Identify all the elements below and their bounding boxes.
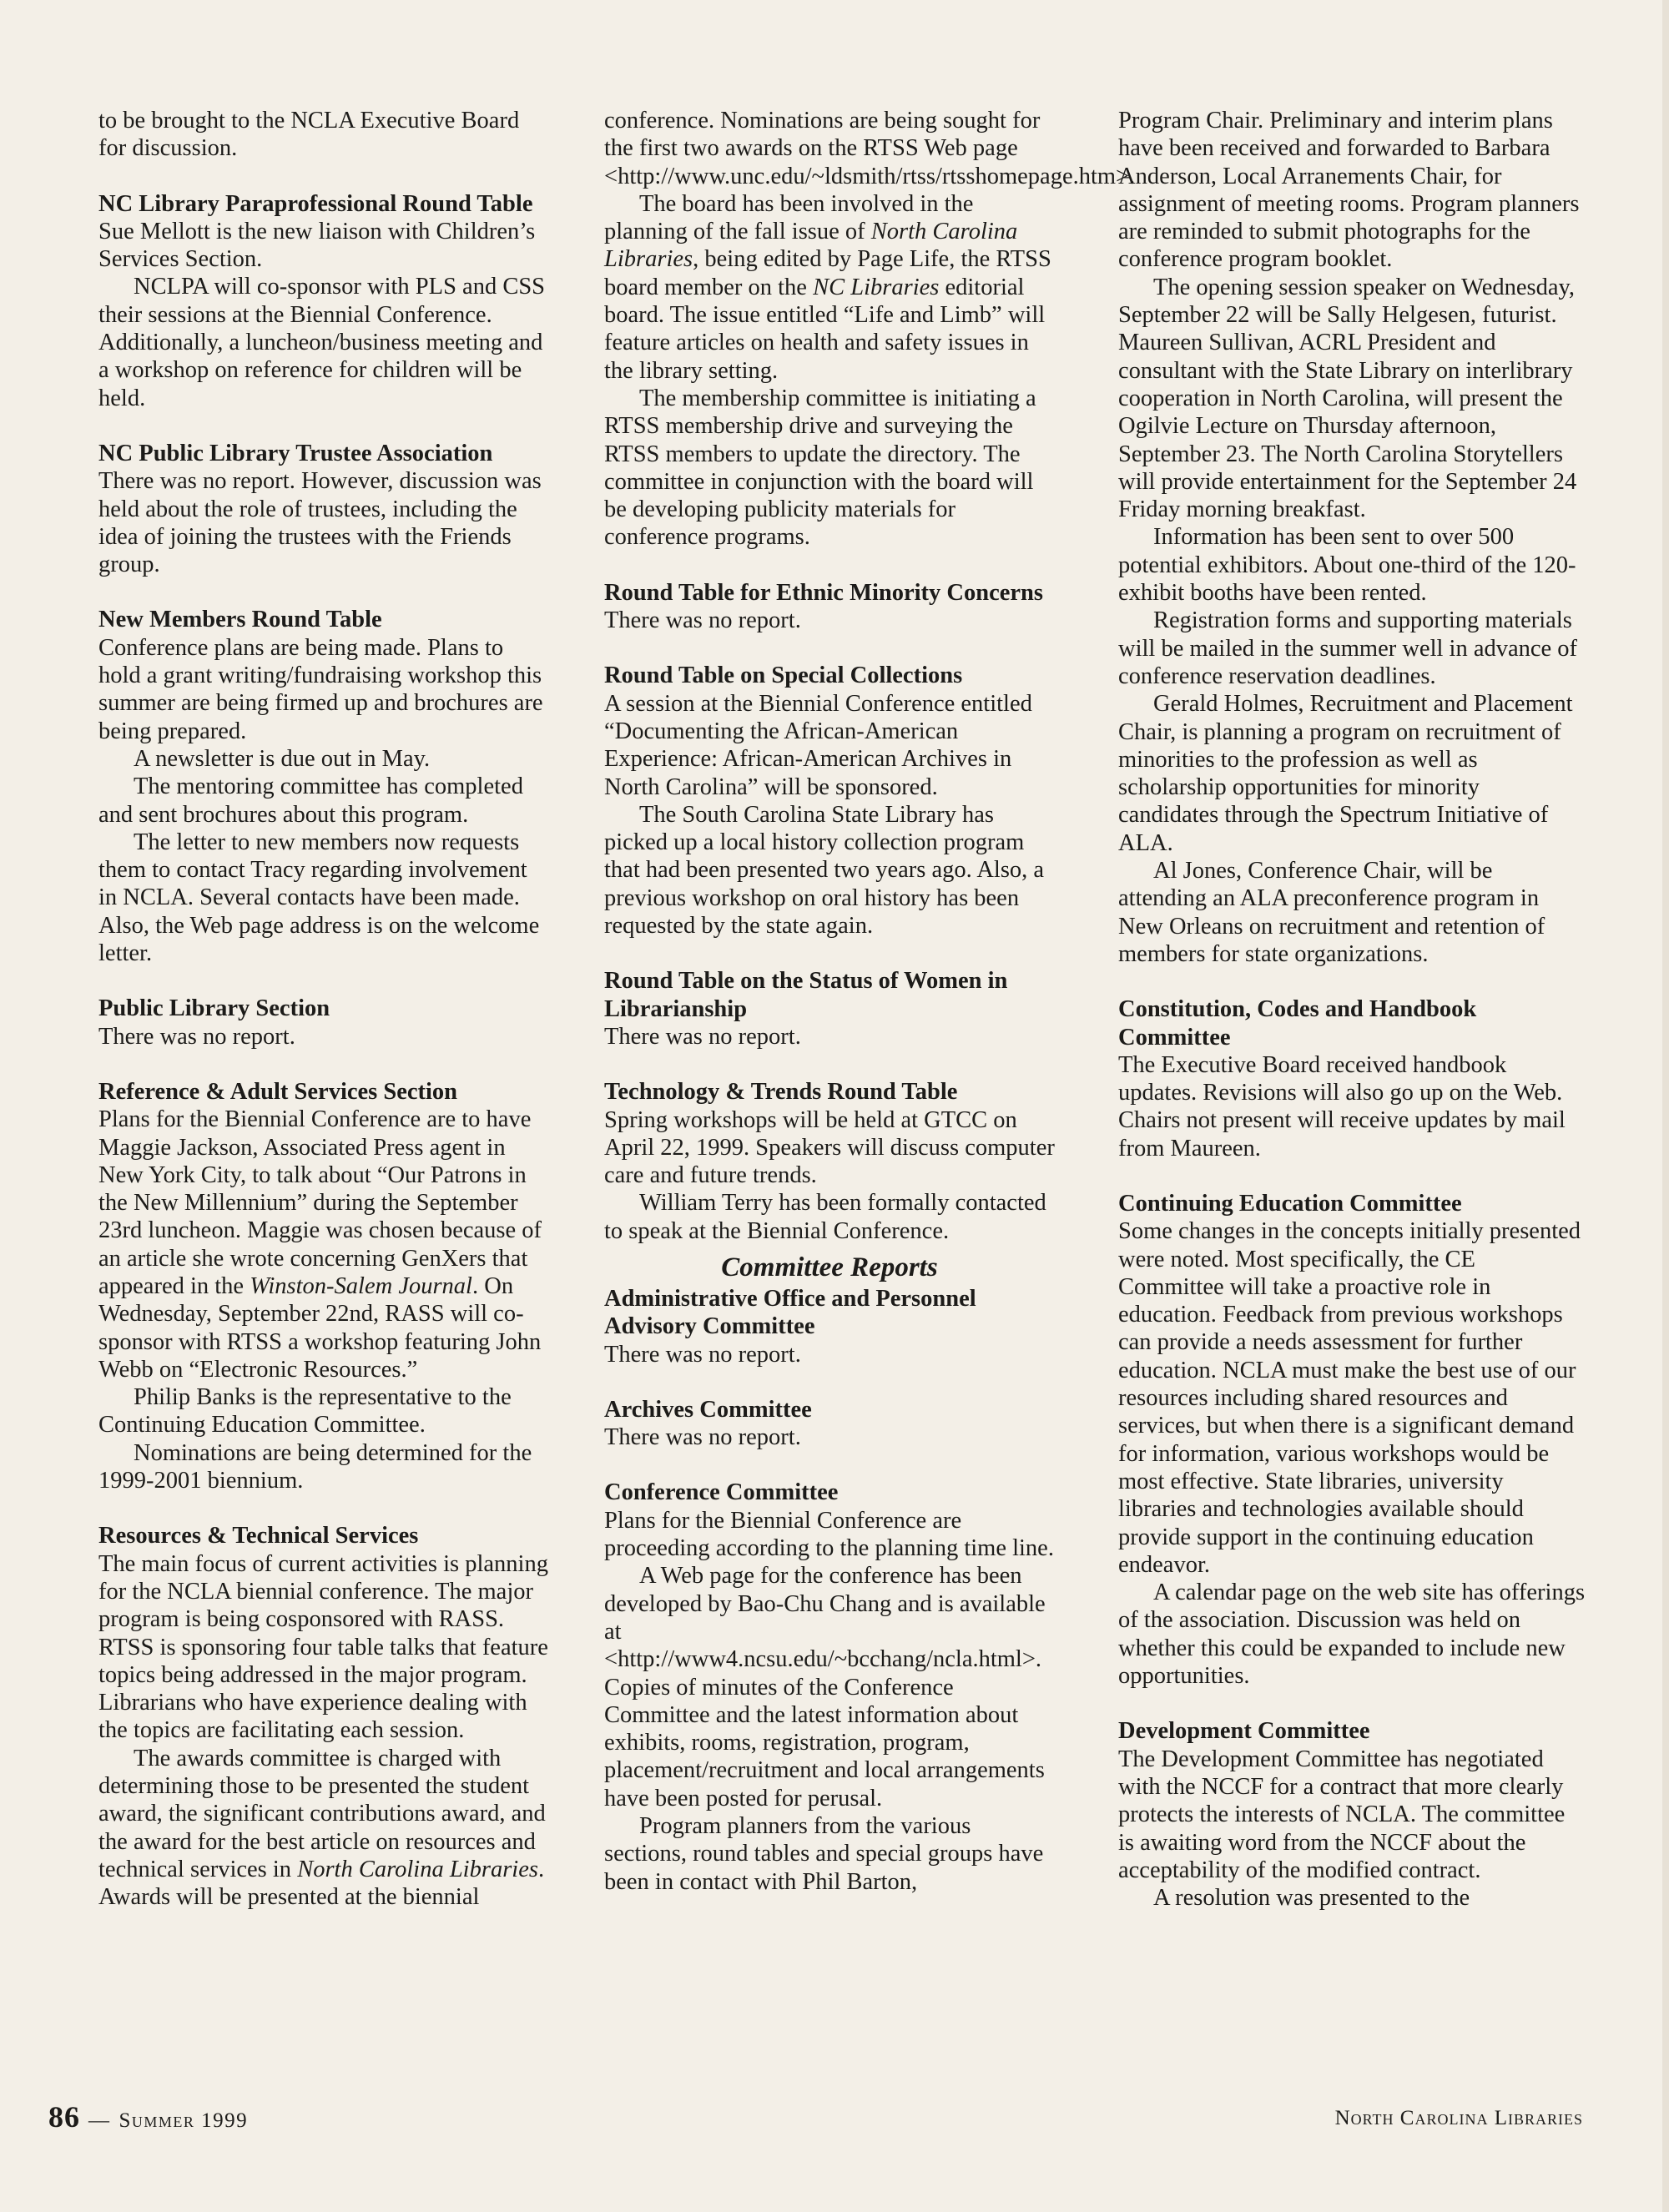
committee-reports-heading: Committee Reports (721, 1252, 938, 1282)
paragraph: Program Chair. Preliminary and interim plans have been received and forwarded to Barbara Anderson, Local Arranements Chair, for assignment of meeting rooms. Program planners are reminded to submit photographs for the conference program booklet. (1118, 108, 1580, 273)
paragraph: Information has been sent to over 500 potential exhibitors. About one-third of the 120-exhibit booths have been rented. (1118, 524, 1576, 607)
paragraph: There was no report. (604, 1341, 801, 1368)
section-status-of-women (604, 967, 1055, 1051)
paragraph: The South Carolina State Library has picked up a local history collection program that had been presented two years ago. Also, a previous workshop on oral history has been requested by the state again. (604, 801, 1045, 940)
paragraph: William Terry has been formally contacted to speak at the Biennial Conference. (604, 1190, 1046, 1244)
text-run: Plans for the Biennial Conference are to have Maggie Jackson, Associated Press agent in New York City, to talk about “Our Patrons in the New Millennium” during the September 23rd luncheon. Maggie was chosen because of an article she wrote concerning GenXers that appeared in the (98, 1106, 542, 1299)
paragraph: There was no report. (604, 1023, 801, 1050)
section-heading: NC Library Paraprofessional Round Table (98, 190, 533, 217)
section-resources-technical-services (98, 1522, 549, 1911)
paragraph: NCLPA will co-sponsor with PLS and CSS their sessions at the Biennial Conference. Additionally, a luncheon/business meeting and a workshop on reference for children will be held. (98, 274, 546, 411)
section-heading: Conference Committee (604, 1479, 839, 1506)
paragraph: The main focus of current activities is planning for the NCLA biennial conference. The major program is being cosponsored with RASS. RTSS is sponsoring four table talks that feature topics being addressed in the major program. Librarians who have experience dealing with the topics are facilitating each session. (98, 1550, 548, 1744)
paragraph: Sue Mellott is the new liaison with Children’s Services Section. (98, 218, 536, 273)
section-heading: Administrative Office and Personnel Advisory Committee (604, 1285, 976, 1340)
section-heading: NC Public Library Trustee Association (98, 440, 493, 466)
column-right (1118, 107, 1586, 1939)
section-heading: Development Committee (1118, 1718, 1370, 1745)
footer-dash: — (88, 2109, 111, 2132)
paragraph: There was no report. However, discussion was held about the role of trustees, including the idea of joining the trustees with the Friends group. (98, 468, 542, 578)
paragraph: conference. Nominations are being sought for the first two awards on the RTSS Web page <http://www.unc.edu/~ldsmith/rtss/rtsshomepage.htm>. (604, 108, 1136, 189)
paragraph: Gerald Holmes, Recruitment and Placement Chair, is planning a program on recruitment of minorities to the profession as well as scholarship opportunities for minority candidates through the Spectrum Initiative of ALA. (1118, 691, 1573, 856)
paragraph: Nominations are being determined for the 1999-2001 biennium. (98, 1439, 532, 1494)
continued-text (1118, 107, 1586, 968)
paragraph (98, 1106, 549, 1383)
section-heading: Continuing Education Committee (1118, 1190, 1462, 1217)
section-heading: Round Table for Ethnic Minority Concerns (604, 579, 1043, 606)
paragraph: A newsletter is due out in May. (134, 745, 431, 772)
paragraph: Conference plans are being made. Plans to hold a grant writing/fundraising workshop this summer are being firmed up and brochures are being prepared. (98, 634, 543, 744)
section-paraprofessional-round-table (98, 190, 549, 412)
page-footer-left (48, 2099, 248, 2134)
section-ethnic-minority-concerns (604, 579, 1055, 635)
section-technology-trends (604, 1078, 1055, 1245)
text-run: . Awards will be presented at the biennial (98, 1856, 545, 1911)
section-heading: Archives Committee (604, 1396, 812, 1423)
continued-text (98, 107, 549, 163)
section-special-collections (604, 662, 1055, 940)
paragraph: There was no report. (98, 1023, 295, 1050)
paragraph: Spring workshops will be held at GTCC on April 22, 1999. Speakers will discuss computer care and future trends. (604, 1106, 1055, 1189)
section-heading: New Members Round Table (98, 607, 382, 633)
paragraph: There was no report. (604, 1424, 801, 1451)
text-run: The awards committee is charged with determining those to be presented the student award, the significant contributions award, and the award for the best article on resources and technical services in (98, 1745, 546, 1882)
paragraph: Plans for the Biennial Conference are proceeding according to the planning time line. (604, 1507, 1054, 1562)
paragraph: There was no report. (604, 607, 801, 634)
paragraph: Program planners from the various sections, round tables and special groups have been in contact with Phil Barton, (604, 1813, 1044, 1895)
paragraph: Philip Banks is the representative to the Continuing Education Committee. (98, 1384, 512, 1439)
italic-title: Winston-Salem Journal (250, 1272, 472, 1299)
italic-title: North Carolina Libraries (604, 219, 1018, 273)
issue-label: Summer 1999 (118, 2109, 249, 2132)
section-constitution-codes-handbook (1118, 995, 1586, 1162)
page-number: 86 (48, 2100, 80, 2134)
paragraph: The Executive Board received handbook updates. Revisions will also go up on the Web. Chairs not present will receive updates by mail from Maureen. (1118, 1051, 1566, 1161)
section-public-library (98, 995, 549, 1051)
paragraph: The letter to new members now requests them to contact Tracy regarding involvement in NCLA. Several contacts have been made. Also, the Web page address is on the welcome letter. (98, 829, 540, 967)
text-run: . On Wednesday, September 22nd, RASS will co-sponsor with RTSS a workshop featuring John Webb on “Electronic Resources.” (98, 1272, 542, 1383)
page-edge (1662, 0, 1669, 2212)
paragraph: Al Jones, Conference Chair, will be attending an ALA preconference program in New Orleans on recruitment and retention of members for state organizations. (1118, 858, 1545, 967)
section-heading: Public Library Section (98, 995, 330, 1022)
section-heading: Technology & Trends Round Table (604, 1079, 958, 1106)
paragraph: A session at the Biennial Conference entitled “Documenting the African-American Experience: African-American Archives in North Carolina” will be sponsored. (604, 690, 1032, 800)
paragraph: Registration forms and supporting materials will be mailed in the summer well in advance of conference reservation deadlines. (1118, 607, 1578, 689)
column-middle (604, 107, 1136, 1923)
section-development-committee (1118, 1717, 1586, 1912)
journal-title: North Carolina Libraries (1334, 2107, 1583, 2129)
paragraph: The mentoring committee has completed and sent brochures about this program. (98, 773, 523, 828)
text-run: , being edited by Page Life, the RTSS board member on the (604, 246, 1051, 300)
paragraph (604, 190, 1055, 385)
continued-text (604, 107, 1136, 552)
text-run: editorial board. The issue entitled “Life and Limb” will feature articles on health and safety issues in the library setting. (604, 274, 1046, 384)
paragraph: A calendar page on the web site has offerings of the association. Discussion was held on whether this could be expanded to include new opportunities. (1118, 1580, 1586, 1690)
paragraph: to be brought to the NCLA Executive Board for discussion. (98, 108, 520, 162)
section-new-members-round-table (98, 606, 549, 967)
section-conference-committee (604, 1479, 1055, 1895)
section-trustee-association (98, 440, 549, 578)
text-run: The board has been involved in the planning of the fall issue of (604, 190, 974, 245)
paragraph: The opening session speaker on Wednesday, September 22 will be Sally Helgesen, futurist. Maureen Sullivan, ACRL President and consultant with the State Library on interlibrary cooperation in North Carolina, will present the Ogilvie Lecture on Thursday afternoon, September 23. The North Carolina Storytellers will provide entertainment for the September 24 Friday morning breakfast. (1118, 274, 1577, 523)
paragraph: Some changes in the concepts initially presented were noted. Most specifically, the CE Committee will take a proactive role in education. Feedback from previous workshops can provide a needs assessment for further education. NCLA must make the best use of our resources including shared resources and services, but when there is a significant demand for information, various workshops would be most effective. State libraries, university libraries and technologies available should provide support in the continuing education endeavor. (1118, 1218, 1581, 1578)
paragraph (98, 1745, 549, 1912)
section-heading: Constitution, Codes and Handbook Committee (1118, 996, 1477, 1051)
italic-title: NC Libraries (813, 274, 940, 300)
paragraph: The Development Committee has negotiated with the NCCF for a contract that more clearly protects the interests of NCLA. The committee is awaiting word from the NCCF about the acceptability of the modified contract. (1118, 1746, 1566, 1883)
section-archives-committee (604, 1396, 1055, 1452)
paragraph: A resolution was presented to the (1153, 1885, 1470, 1912)
italic-title: North Carolina Libraries (297, 1856, 538, 1882)
section-heading: Round Table on Special Collections (604, 663, 963, 689)
section-continuing-education (1118, 1190, 1586, 1690)
section-administrative-office (604, 1285, 1055, 1368)
column-left (98, 107, 549, 1939)
section-heading: Reference & Adult Services Section (98, 1078, 458, 1105)
paragraph: A Web page for the conference has been developed by Bao-Chu Chang and is available at <http://www4.ncsu.edu/~bcchang/ncla.html>. Copies of minutes of the Conference Committee and the latest information about exhibits, rooms, registration, program, placement/recruitment and local arrangements have been posted for perusal. (604, 1563, 1046, 1811)
paragraph: The membership committee is initiating a RTSS membership drive and surveying the RTSS members to update the directory. The committee in conjunction with the board will be developing publicity materials for conference programs. (604, 385, 1036, 551)
section-heading: Round Table on the Status of Women in Librarianship (604, 968, 1008, 1022)
section-reference-adult-services (98, 1078, 549, 1494)
section-heading: Resources & Technical Services (98, 1523, 419, 1549)
